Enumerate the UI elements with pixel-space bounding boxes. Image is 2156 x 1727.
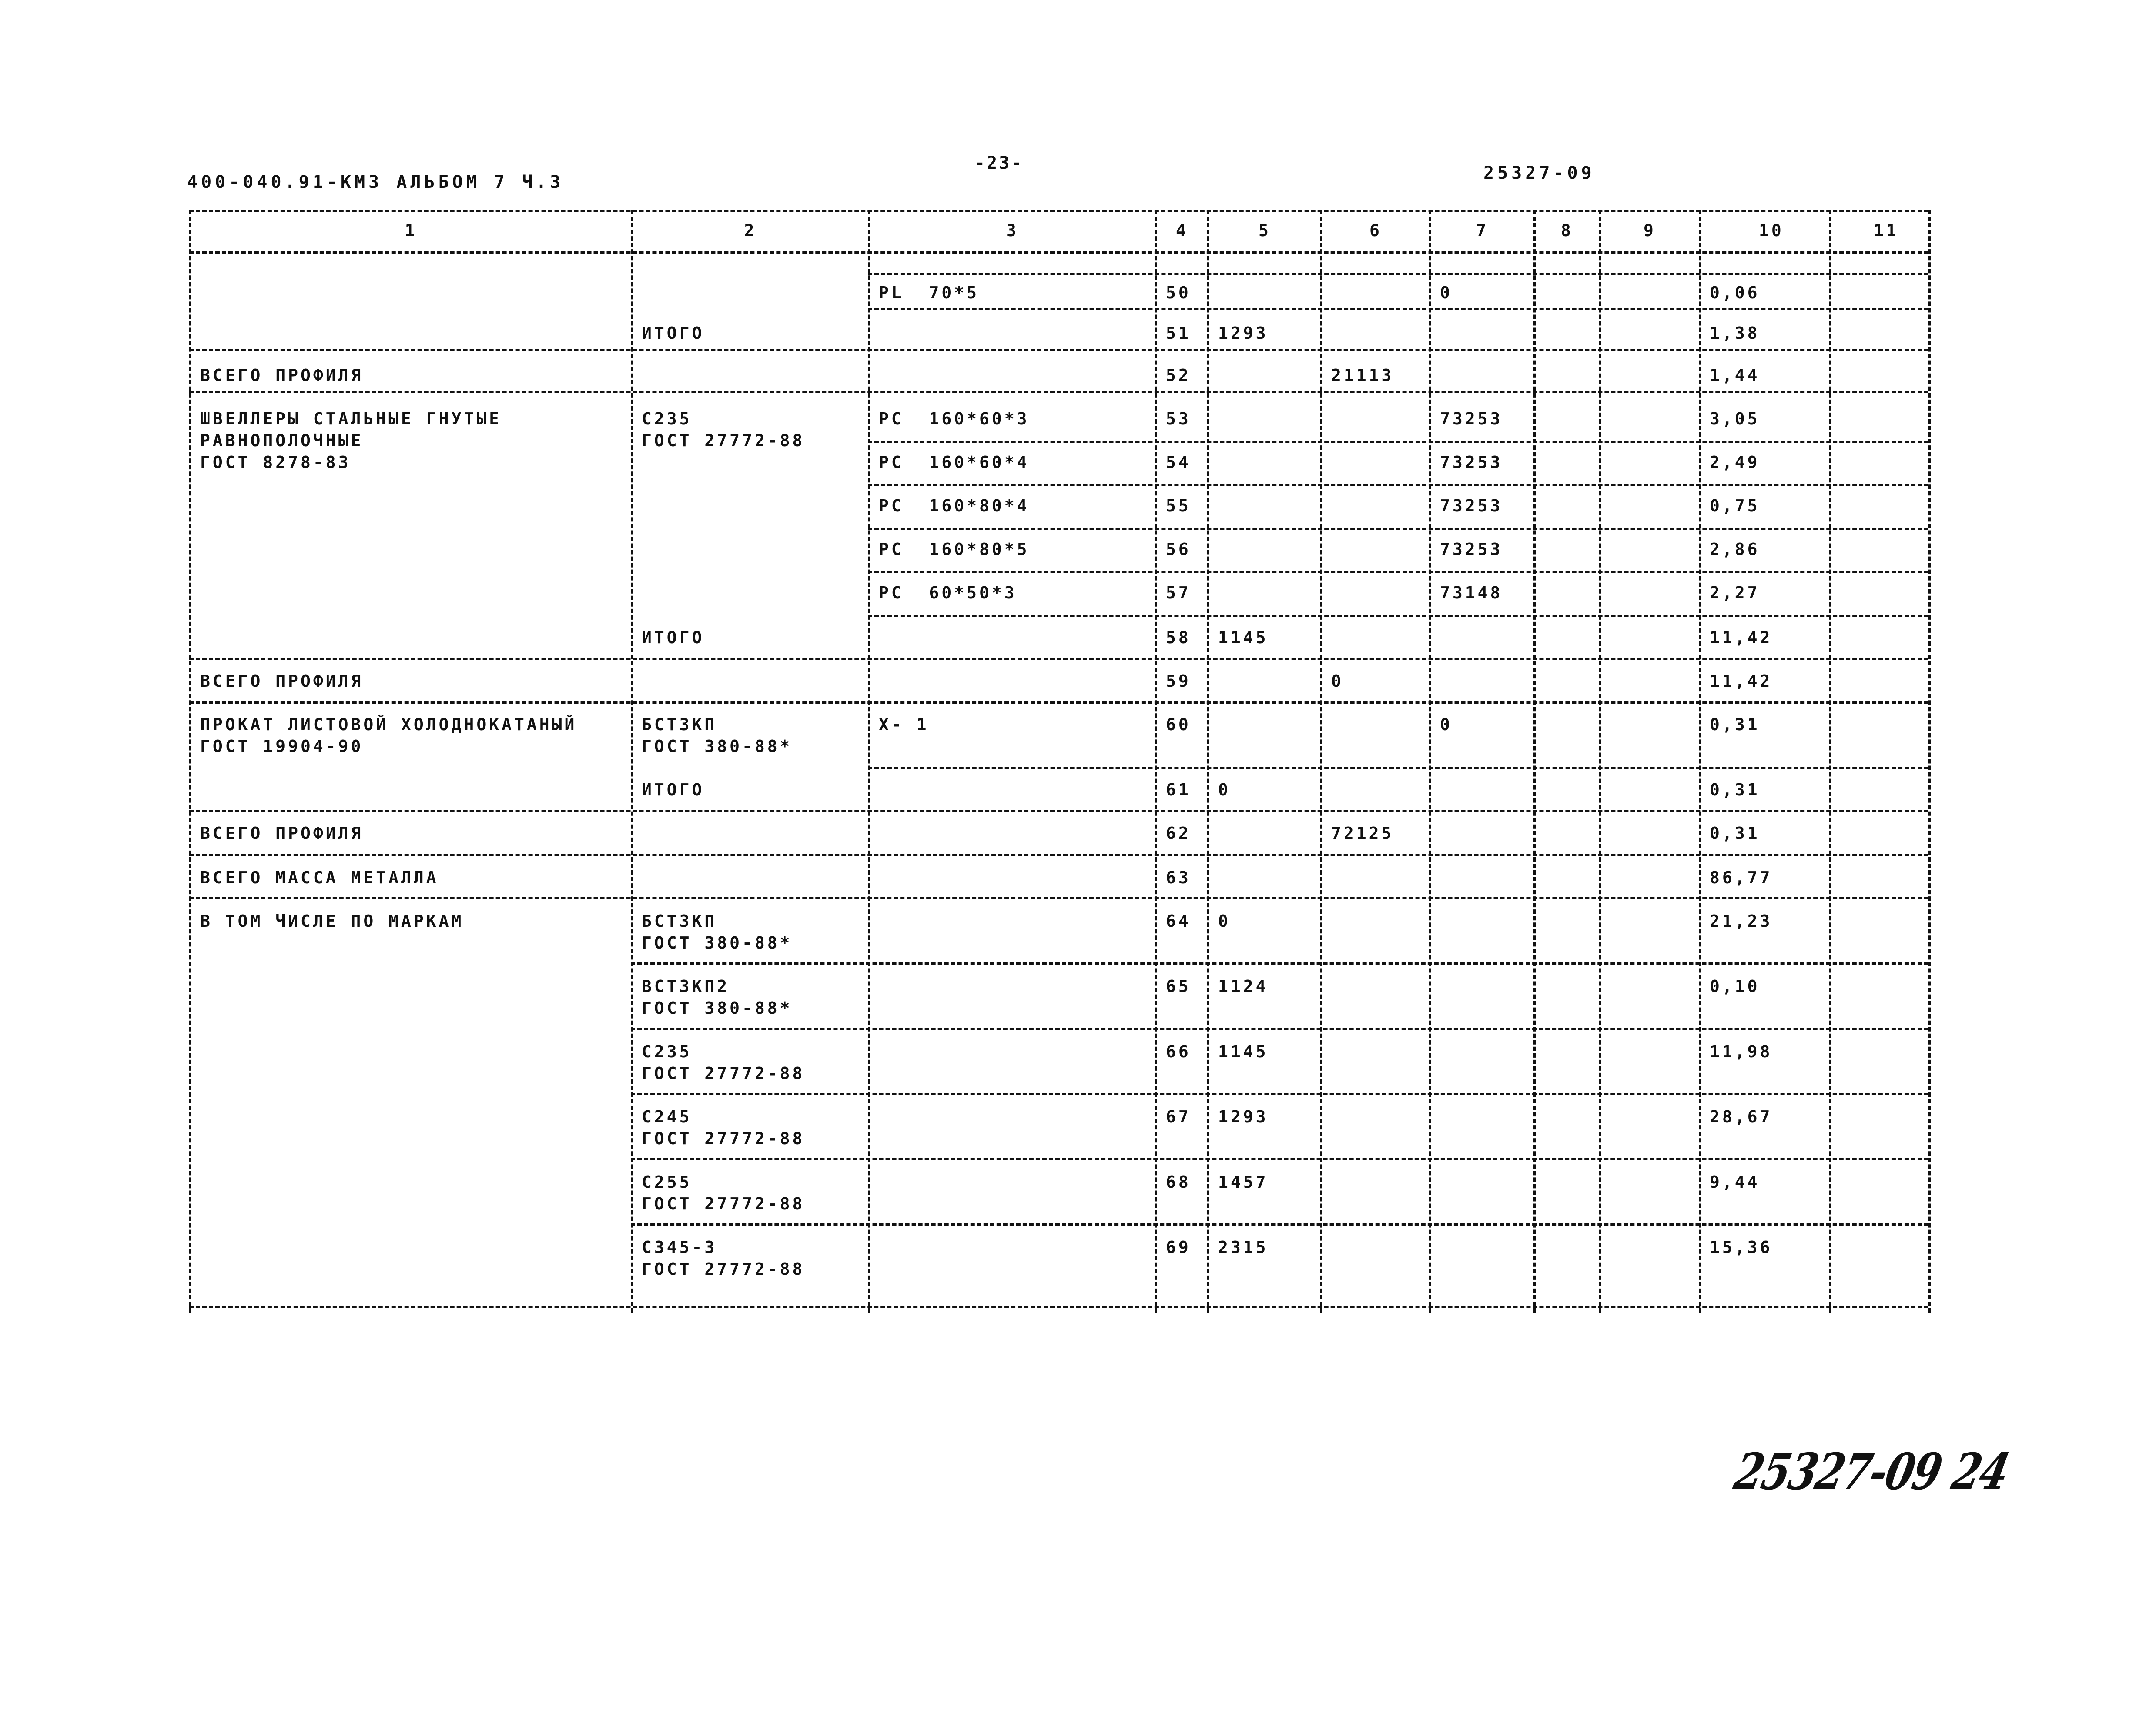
cell-c2: ГОСТ 27772-88 — [642, 1259, 805, 1279]
row-divider — [868, 528, 1928, 530]
cell-c3: X- 1 — [879, 715, 929, 734]
cell-c6: 72125 — [1331, 824, 1394, 843]
cell-c2: С235 — [642, 409, 692, 428]
cell-c2: С245 — [642, 1107, 692, 1126]
cell-c4: 54 — [1166, 453, 1191, 472]
column-header-6: 6 — [1369, 221, 1382, 240]
cell-c10: 3,05 — [1710, 409, 1760, 428]
cell-c4: 59 — [1166, 671, 1191, 691]
cell-c5: 1124 — [1218, 977, 1269, 996]
document-code: 400-040.91-КМ3 АЛЬБОМ 7 Ч.3 — [187, 172, 564, 192]
cell-c10: 11,42 — [1710, 671, 1773, 691]
cell-c2: БСТ3КП — [642, 912, 717, 931]
cell-c1: В ТОМ ЧИСЛЕ ПО МАРКАМ — [200, 912, 464, 931]
cell-c3: РС 160*60*3 — [879, 409, 1030, 428]
cell-c4: 56 — [1166, 540, 1191, 559]
cell-c3: РС 160*60*4 — [879, 453, 1030, 472]
spec-table — [189, 210, 1928, 1313]
cell-c4: 50 — [1166, 283, 1191, 302]
cell-c5: 1293 — [1218, 324, 1269, 343]
cell-c7: 73148 — [1440, 583, 1503, 602]
cell-c1: ВСЕГО ПРОФИЛЯ — [200, 366, 364, 385]
page-number: -23- — [974, 153, 1024, 173]
column-header-10: 10 — [1759, 221, 1784, 240]
cell-c5: 2315 — [1218, 1238, 1269, 1257]
row-divider — [189, 701, 1928, 704]
cell-c5: 1457 — [1218, 1172, 1269, 1192]
cell-c4: 57 — [1166, 583, 1191, 602]
column-header-5: 5 — [1259, 221, 1271, 240]
cell-c4: 67 — [1166, 1107, 1191, 1126]
column-header-7: 7 — [1476, 221, 1489, 240]
column-divider — [1155, 210, 1157, 1313]
cell-c10: 2,49 — [1710, 453, 1760, 472]
cell-c2: ИТОГО — [642, 780, 705, 799]
cell-c2: ГОСТ 27772-88 — [642, 1064, 805, 1083]
cell-c4: 51 — [1166, 324, 1191, 343]
cell-c10: 9,44 — [1710, 1172, 1760, 1192]
column-header-9: 9 — [1644, 221, 1656, 240]
handwritten-signature: 25327-09 24 — [1729, 1442, 2014, 1501]
row-divider — [868, 441, 1928, 443]
column-header-8: 8 — [1561, 221, 1573, 240]
cell-c1: ШВЕЛЛЕРЫ СТАЛЬНЫЕ ГНУТЫЕ — [200, 409, 502, 428]
row-divider — [868, 615, 1928, 617]
cell-c10: 2,27 — [1710, 583, 1760, 602]
cell-c7: 0 — [1440, 283, 1453, 302]
cell-c2: ИТОГО — [642, 324, 705, 343]
row-divider — [868, 273, 1928, 275]
cell-c5: 0 — [1218, 912, 1231, 931]
cell-c4: 53 — [1166, 409, 1191, 428]
row-divider — [631, 1223, 1928, 1226]
row-divider — [189, 349, 1928, 351]
cell-c10: 0,06 — [1710, 283, 1760, 302]
cell-c10: 0,75 — [1710, 496, 1760, 515]
column-divider — [1599, 210, 1601, 1313]
column-divider — [1429, 210, 1431, 1313]
row-divider — [189, 658, 1928, 660]
cell-c3: РС 160*80*4 — [879, 496, 1030, 515]
row-divider — [631, 962, 1928, 965]
row-divider — [868, 308, 1928, 310]
column-header-4: 4 — [1176, 221, 1188, 240]
row-divider — [189, 854, 1928, 856]
cell-c2: С235 — [642, 1042, 692, 1061]
cell-c2: С255 — [642, 1172, 692, 1192]
cell-c7: 0 — [1440, 715, 1453, 734]
cell-c10: 11,42 — [1710, 628, 1773, 647]
row-divider — [631, 1158, 1928, 1160]
row-divider — [189, 391, 1928, 393]
cell-c4: 65 — [1166, 977, 1191, 996]
cell-c1: ВСЕГО ПРОФИЛЯ — [200, 824, 364, 843]
row-divider — [868, 484, 1928, 486]
row-divider — [189, 810, 1928, 812]
column-divider — [1928, 210, 1931, 1313]
column-divider — [189, 210, 191, 1313]
cell-c10: 0,31 — [1710, 824, 1760, 843]
cell-c5: 1145 — [1218, 1042, 1269, 1061]
cell-c10: 0,31 — [1710, 780, 1760, 799]
column-divider — [1207, 210, 1209, 1313]
cell-c5: 1145 — [1218, 628, 1269, 647]
cell-c2: С345-3 — [642, 1238, 717, 1257]
cell-c4: 55 — [1166, 496, 1191, 515]
cell-c10: 11,98 — [1710, 1042, 1773, 1061]
cell-c6: 21113 — [1331, 366, 1394, 385]
cell-c2: ГОСТ 27772-88 — [642, 1194, 805, 1213]
cell-c4: 66 — [1166, 1042, 1191, 1061]
cell-c3: РС 60*50*3 — [879, 583, 1017, 602]
cell-c7: 73253 — [1440, 409, 1503, 428]
cell-c4: 69 — [1166, 1238, 1191, 1257]
cell-c4: 63 — [1166, 868, 1191, 887]
table-bottom-border — [189, 1306, 1928, 1308]
column-header-1: 1 — [405, 221, 418, 240]
cell-c4: 62 — [1166, 824, 1191, 843]
column-divider — [631, 210, 633, 1313]
cell-c7: 73253 — [1440, 453, 1503, 472]
column-header-11: 11 — [1874, 221, 1899, 240]
cell-c10: 1,38 — [1710, 324, 1760, 343]
cell-c1: ПРОКАТ ЛИСТОВОЙ ХОЛОДНОКАТАНЫЙ — [200, 715, 577, 734]
table-top-border — [189, 210, 1928, 212]
row-divider — [189, 897, 1928, 899]
cell-c10: 0,10 — [1710, 977, 1760, 996]
cell-c3: РС 160*80*5 — [879, 540, 1030, 559]
cell-c2: ИТОГО — [642, 628, 705, 647]
cell-c10: 15,36 — [1710, 1238, 1773, 1257]
cell-c4: 68 — [1166, 1172, 1191, 1192]
cell-c10: 28,67 — [1710, 1107, 1773, 1126]
column-header-3: 3 — [1006, 221, 1019, 240]
cell-c4: 61 — [1166, 780, 1191, 799]
cell-c2: ГОСТ 380-88* — [642, 737, 793, 756]
cell-c10: 21,23 — [1710, 912, 1773, 931]
row-divider — [868, 767, 1928, 769]
cell-c4: 60 — [1166, 715, 1191, 734]
column-header-2: 2 — [744, 221, 757, 240]
cell-c2: ГОСТ 27772-88 — [642, 431, 805, 450]
cell-c1: ВСЕГО МАССА МЕТАЛЛА — [200, 868, 439, 887]
row-divider — [631, 1028, 1928, 1030]
cell-c2: ВСТ3КП2 — [642, 977, 730, 996]
row-divider — [631, 1093, 1928, 1095]
cell-c6: 0 — [1331, 671, 1344, 691]
cell-c10: 86,77 — [1710, 868, 1773, 887]
cell-c7: 73253 — [1440, 540, 1503, 559]
cell-c4: 52 — [1166, 366, 1191, 385]
column-divider — [1829, 210, 1831, 1313]
cell-c1: ГОСТ 8278-83 — [200, 453, 351, 472]
column-divider — [868, 210, 870, 1313]
cell-c10: 1,44 — [1710, 366, 1760, 385]
cell-c4: 64 — [1166, 912, 1191, 931]
cell-c2: ГОСТ 380-88* — [642, 933, 793, 952]
row-divider — [868, 571, 1928, 573]
cell-c1: ВСЕГО ПРОФИЛЯ — [200, 671, 364, 691]
cell-c7: 73253 — [1440, 496, 1503, 515]
column-divider — [1533, 210, 1536, 1313]
cell-c4: 58 — [1166, 628, 1191, 647]
cell-c2: БСТ3КП — [642, 715, 717, 734]
cell-c10: 0,31 — [1710, 715, 1760, 734]
cell-c2: ГОСТ 27772-88 — [642, 1129, 805, 1148]
column-divider — [1320, 210, 1322, 1313]
cell-c1: ГОСТ 19904-90 — [200, 737, 364, 756]
column-divider — [1699, 210, 1701, 1313]
document-number: 25327-09 — [1483, 163, 1595, 183]
cell-c5: 1293 — [1218, 1107, 1269, 1126]
cell-c2: ГОСТ 380-88* — [642, 999, 793, 1018]
cell-c10: 2,86 — [1710, 540, 1760, 559]
cell-c5: 0 — [1218, 780, 1231, 799]
cell-c3: РL 70*5 — [879, 283, 980, 302]
header-bottom-border — [189, 251, 1928, 254]
cell-c1: РАВНОПОЛОЧНЫЕ — [200, 431, 364, 450]
